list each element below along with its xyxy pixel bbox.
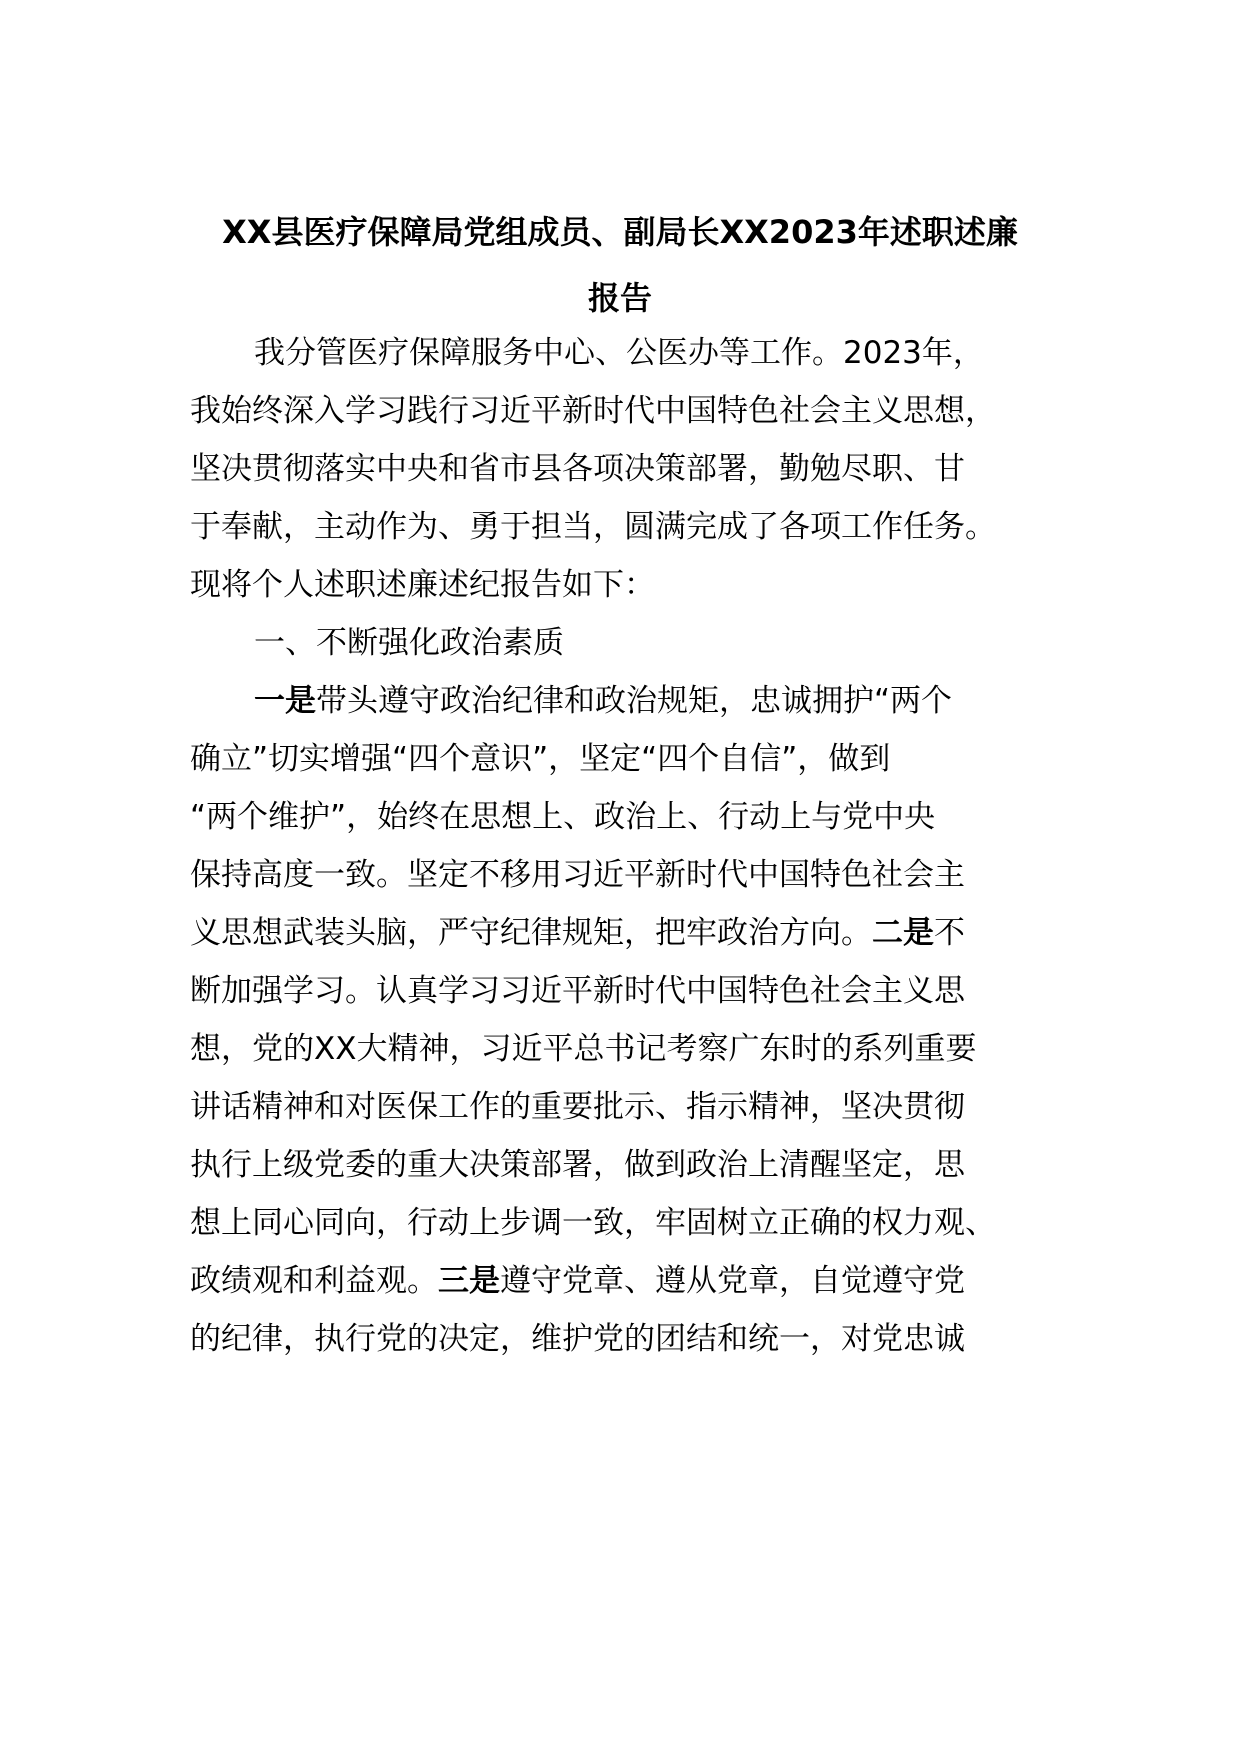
intro-line-3: 坚决贯彻落实中央和省市县各项决策部署，勤勉尽职、甘	[190, 451, 965, 487]
section-heading-1: 一、不断强化政治素质	[254, 625, 564, 661]
title-line-1: XX县医疗保障局党组成员、副局长XX2023年述职述廉	[222, 213, 1018, 251]
document-title	[150, 199, 1090, 331]
paragraph-line-12: 的纪律，执行党的决定，维护党的团结和统一，对党忠诚	[190, 1321, 965, 1357]
paragraph-line-9: 执行上级党委的重大决策部署，做到政治上清醒坚定，思	[190, 1147, 965, 1183]
paragraph-line-11-text-a: 政绩观和利益观。	[190, 1263, 438, 1299]
paragraph-line-3: “两个维护”，始终在思想上、政治上、行动上与党中央	[190, 799, 936, 835]
paragraph-line-4: 保持高度一致。坚定不移用习近平新时代中国特色社会主	[190, 857, 965, 893]
paragraph-line-1	[254, 681, 952, 721]
intro-line-2: 我始终深入学习践行习近平新时代中国特色社会主义思想，	[190, 393, 996, 429]
bold-marker-third: 三是	[438, 1263, 500, 1299]
bold-marker-second: 二是	[872, 915, 934, 951]
title-line-2: 报告	[587, 279, 652, 317]
paragraph-line-11	[190, 1261, 965, 1301]
paragraph-line-8: 讲话精神和对医保工作的重要批示、指示精神，坚决贯彻	[190, 1089, 965, 1125]
paragraph-line-5-text-a: 义思想武装头脑，严守纪律规矩，把牢政治方向。	[190, 915, 872, 951]
paragraph-line-5	[190, 913, 965, 953]
paragraph-line-7: 想，党的XX大精神，习近平总书记考察广东时的系列重要	[190, 1031, 977, 1067]
intro-line-1: 我分管医疗保障服务中心、公医办等工作。2023年，	[254, 335, 984, 371]
paragraph-line-2: 确立”切实增强“四个意识”，坚定“四个自信”，做到	[190, 741, 891, 777]
intro-line-4: 于奉献，主动作为、勇于担当，圆满完成了各项工作任务。	[190, 509, 996, 545]
intro-line-5: 现将个人述职述廉述纪报告如下：	[190, 567, 655, 603]
bold-marker-first: 一是	[254, 683, 316, 719]
paragraph-line-6: 断加强学习。认真学习习近平新时代中国特色社会主义思	[190, 973, 965, 1009]
paragraph-line-5-text-b: 不	[934, 915, 965, 951]
paragraph-line-10: 想上同心同向，行动上步调一致，牢固树立正确的权力观、	[190, 1205, 996, 1241]
paragraph-line-1-text: 带头遵守政治纪律和政治规矩，忠诚拥护“两个	[316, 683, 953, 719]
paragraph-line-11-text-b: 遵守党章、遵从党章，自觉遵守党	[500, 1263, 965, 1299]
